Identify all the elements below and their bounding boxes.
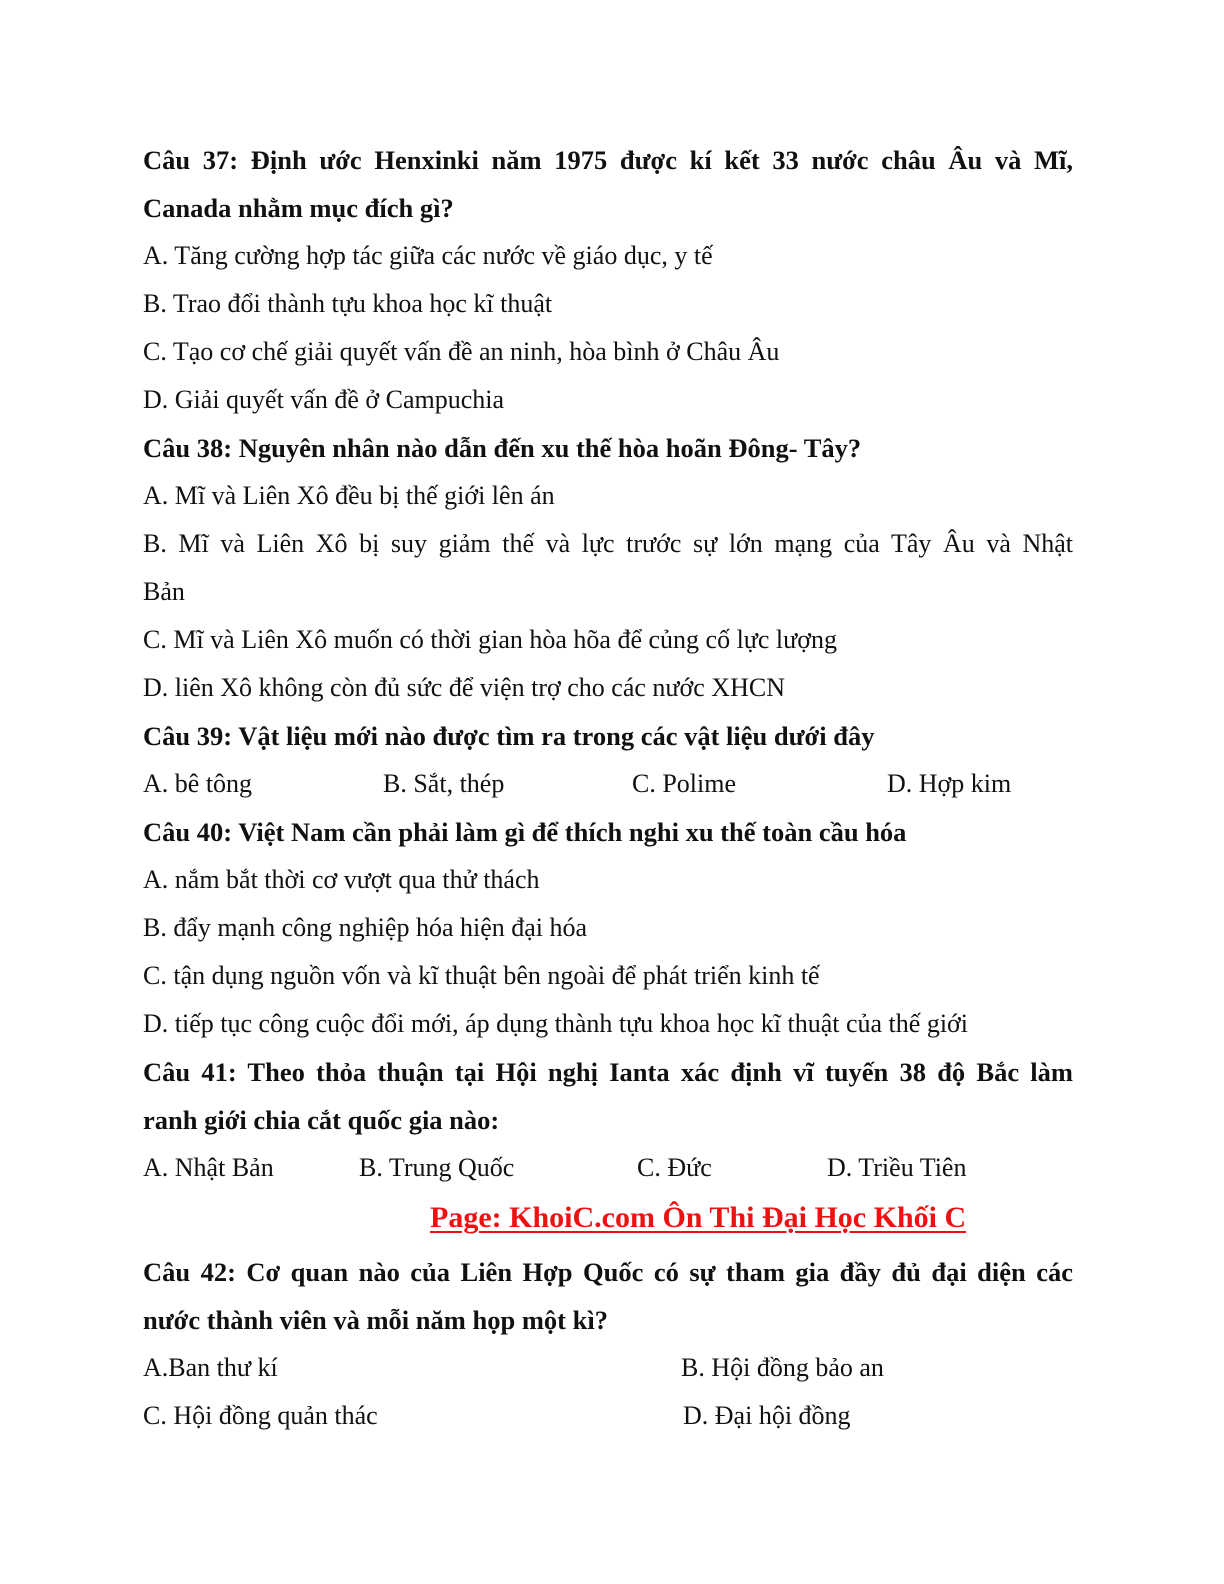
question-38-option-b-line2: Bản bbox=[143, 577, 185, 606]
question-37-title-line1: Câu 37: Định ước Henxinki năm 1975 được kí kết 33 nước châu Âu và Mĩ, bbox=[143, 145, 1073, 175]
question-41-option-d: D. Triều Tiên bbox=[827, 1153, 967, 1182]
question-42-title-line2: nước thành viên và mỗi năm họp một kì? bbox=[143, 1305, 608, 1335]
question-39-option-b: B. Sắt, thép bbox=[383, 769, 505, 798]
question-38-title: Câu 38: Nguyên nhân nào dẫn đến xu thế hòa hoãn Đông- Tây? bbox=[143, 433, 862, 463]
question-41-option-c: C. Đức bbox=[637, 1153, 712, 1182]
question-42-options-row1 bbox=[143, 1344, 1073, 1392]
promo-link[interactable]: Page: KhoiC.com Ôn Thi Đại Học Khối C bbox=[430, 1201, 967, 1234]
question-42-option-b: B. Hội đồng bảo an bbox=[681, 1353, 884, 1382]
question-41-option-b: B. Trung Quốc bbox=[359, 1153, 515, 1182]
question-37-option-b: B. Trao đổi thành tựu khoa học kĩ thuật bbox=[143, 289, 553, 318]
question-37-title-line2: Canada nhằm mục đích gì? bbox=[143, 193, 454, 223]
question-39-option-d: D. Hợp kim bbox=[887, 769, 1012, 798]
question-41-title-line2: ranh giới chia cắt quốc gia nào: bbox=[143, 1105, 500, 1135]
question-41-option-a: A. Nhật Bản bbox=[143, 1153, 274, 1182]
question-40-title: Câu 40: Việt Nam cần phải làm gì để thích nghi xu thế toàn cầu hóa bbox=[143, 817, 907, 847]
question-42-title-line1: Câu 42: Cơ quan nào của Liên Hợp Quốc có sự tham gia đầy đủ đại diện các bbox=[143, 1257, 1073, 1287]
question-42-option-d: D. Đại hội đồng bbox=[683, 1401, 851, 1430]
question-40-option-d: D. tiếp tục công cuộc đổi mới, áp dụng thành tựu khoa học kĩ thuật của thế giới bbox=[143, 1009, 969, 1038]
question-39-option-c: C. Polime bbox=[632, 769, 737, 798]
question-40-option-b: B. đẩy mạnh công nghiệp hóa hiện đại hóa bbox=[143, 913, 588, 942]
question-39-title: Câu 39: Vật liệu mới nào được tìm ra trong các vật liệu dưới đây bbox=[143, 721, 875, 751]
question-39-options bbox=[143, 760, 1073, 808]
question-37-option-c: C. Tạo cơ chế giải quyết vấn đề an ninh, hòa bình ở Châu Âu bbox=[143, 337, 780, 366]
question-39-option-a: A. bê tông bbox=[143, 769, 253, 798]
question-37-option-d: D. Giải quyết vấn đề ở Campuchia bbox=[143, 385, 505, 414]
question-40-option-c: C. tận dụng nguồn vốn và kĩ thuật bên ngoài để phát triển kinh tế bbox=[143, 961, 820, 990]
question-37-option-a: A. Tăng cường hợp tác giữa các nước về giáo dục, y tế bbox=[143, 241, 713, 270]
question-38-option-b-line1: B. Mĩ và Liên Xô bị suy giảm thế và lực trước sự lớn mạng của Tây Âu và Nhật bbox=[143, 529, 1073, 558]
question-42-option-c: C. Hội đồng quản thác bbox=[143, 1401, 378, 1430]
document-page bbox=[143, 136, 1073, 1440]
question-42-options-row2 bbox=[143, 1392, 1073, 1440]
question-41-options bbox=[143, 1144, 1073, 1192]
question-38-option-d: D. liên Xô không còn đủ sức để viện trợ cho các nước XHCN bbox=[143, 673, 785, 702]
question-42-option-a: A.Ban thư kí bbox=[143, 1353, 278, 1382]
question-38-option-c: C. Mĩ và Liên Xô muốn có thời gian hòa hõa để củng cố lực lượng bbox=[143, 625, 837, 654]
question-41-title-line1: Câu 41: Theo thỏa thuận tại Hội nghị Ianta xác định vĩ tuyến 38 độ Bắc làm bbox=[143, 1057, 1073, 1087]
question-38-option-a: A. Mĩ và Liên Xô đều bị thế giới lên án bbox=[143, 481, 555, 510]
question-40-option-a: A. nắm bắt thời cơ vượt qua thử thách bbox=[143, 865, 540, 894]
